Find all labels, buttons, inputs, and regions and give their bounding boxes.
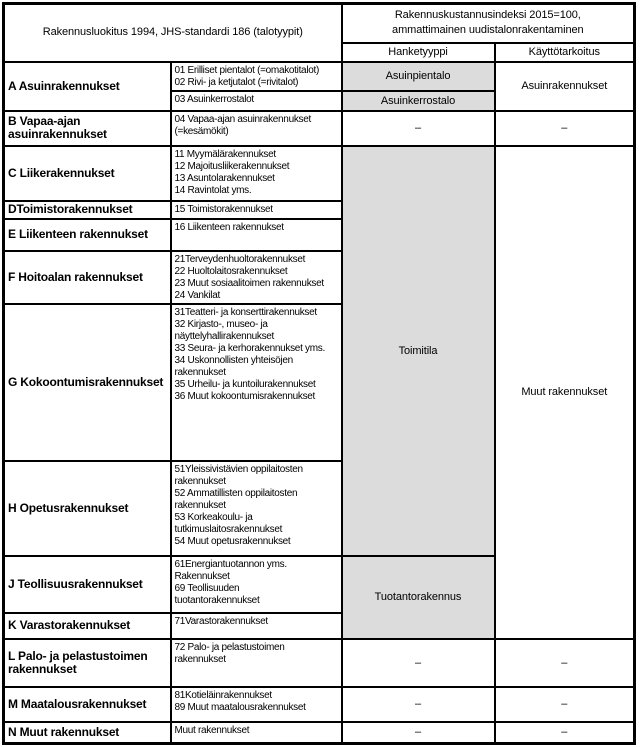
code-line: Rakennukset [174,570,230,582]
category-cell-m [4,687,171,722]
category-cell-e [4,219,171,251]
category-label-e: E Liikenteen rakennukset [8,227,148,241]
hanketyyppi-cell-asuinkerrostalo: Asuinkerrostalo [342,91,495,111]
code-line: 53 Korkeakoulu- ja [174,511,253,523]
code-line: 81Kotieläinrakennukset [174,689,272,701]
column-header-kayttotarkoitus: Käyttötarkoitus [495,43,635,62]
category-cell-k [4,613,171,639]
code-line: 03 Asuinkerrostalot [174,93,254,105]
building-classification-table [2,2,636,745]
code-line: 52 Ammatillisten oppilaitosten [174,487,298,499]
codes-cell-j [171,556,342,613]
codes-cell-c [171,146,342,201]
kayttotarkoitus-cell-m-dash: – [495,687,635,722]
code-line: tuotantorakennukset [174,594,260,606]
category-label-b-line2: asuinrakennukset [8,127,107,141]
category-cell-j [4,556,171,613]
code-line: 12 Majoitusliikerakennukset [174,160,290,172]
code-line: rakennukset [174,366,226,378]
category-label-l: L Palo- ja pelastustoimen [8,648,148,663]
code-line: 15 Toimistorakennukset [174,203,273,215]
code-line: Muut rakennukset [174,724,250,736]
code-line: 71Varastorakennukset [174,615,268,627]
category-cell-f [4,251,171,304]
code-line: 21Terveydenhuoltorakennukset [174,253,306,265]
code-line: 13 Asuntolarakennukset [174,172,275,184]
category-cell-l [4,639,171,687]
codes-cell-h [171,461,342,556]
code-line: rakennukset [174,475,226,487]
code-line: 54 Muut opetusrakennukset [174,535,291,547]
category-cell-b [4,111,171,146]
codes-cell-b [171,111,342,146]
code-line: rakennukset [174,653,226,665]
code-line: rakennukset [174,499,226,511]
code-line: tutkimuslaitosrakennukset [174,523,283,535]
category-label-l-line2: rakennukset [8,661,77,676]
codes-cell-g [171,304,342,461]
category-label-a: A Asuinrakennukset [8,78,120,93]
header-right-title-line1: Rakennuskustannusindeksi 2015=100, [394,9,581,22]
kayttotarkoitus-cell-l-dash: – [495,639,635,687]
codes-cell-a-01-02 [171,62,342,91]
category-cell-g [4,304,171,461]
code-line: 89 Muut maatalousrakennukset [174,701,306,713]
code-line: 32 Kirjasto-, museo- ja [174,318,268,330]
codes-cell-a-03 [171,91,342,111]
category-label-k: K Varastorakennukset [8,618,131,632]
code-line: 04 Vapaa-ajan asuinrakennukset [174,113,311,125]
code-line: 33 Seura- ja kerhorakennukset yms. [174,342,325,354]
category-label-d: DToimistorakennukset [8,202,133,216]
category-label-c: C Liikerakennukset [8,165,115,180]
hanketyyppi-cell-m-dash: – [342,687,495,722]
codes-cell-l [171,639,342,687]
kayttotarkoitus-cell-n-dash: – [495,722,635,744]
category-label-m: M Maatalousrakennukset [8,696,147,711]
category-cell-c [4,146,171,201]
header-right-title-line2: ammattimainen uudistalonrakentaminen [392,24,584,37]
codes-cell-e [171,219,342,251]
codes-cell-m [171,687,342,722]
category-cell-n [4,722,171,744]
hanketyyppi-cell-l-dash: – [342,639,495,687]
codes-cell-f [171,251,342,304]
code-line: 72 Palo- ja pelastustoimen [174,641,285,653]
code-line: 31Teatteri- ja konserttirakennukset [174,306,317,318]
kayttotarkoitus-cell-asuinrakennukset: Asuinrakennukset [495,62,635,111]
category-label-b: B Vapaa-ajan [8,114,81,128]
code-line: 61Energiantuotannon yms. [174,558,287,570]
code-line: 51Yleissivistävien oppilaitosten [174,463,303,475]
code-line: 14 Ravintolat yms. [174,184,252,196]
code-line: 22 Huoltolaitosrakennukset [174,265,288,277]
codes-cell-n [171,722,342,744]
code-line: (=kesämökit) [174,125,229,137]
header-left-title: Rakennusluokitus 1994, JHS-standardi 186 (talotyypit) [4,4,342,62]
category-label-h: H Opetusrakennukset [8,500,129,515]
code-line: 02 Rivi- ja ketjutalot (=rivitalot) [174,76,299,88]
hanketyyppi-cell-toimitila: Toimitila [342,146,495,556]
code-line: 36 Muut kokoontumisrakennukset [174,390,316,402]
hanketyyppi-cell-b-dash: – [342,111,495,146]
code-line: 11 Myymälärakennukset [174,148,276,160]
code-line: 01 Erilliset pientalot (=omakotitalot) [174,64,320,76]
header-right-title [342,4,635,43]
category-label-g: G Kokoontumisrakennukset [8,374,164,389]
code-line: 34 Uskonnollisten yhteisöjen [174,354,293,366]
code-line: 35 Urheilu- ja kuntoilurakennukset [174,378,316,390]
category-cell-h [4,461,171,556]
kayttotarkoitus-cell-muut-rakennukset: Muut rakennukset [495,146,635,639]
category-label-n: N Muut rakennukset [8,724,120,739]
kayttotarkoitus-cell-b-dash: – [495,111,635,146]
column-header-hanketyyppi: Hanketyyppi [342,43,495,62]
hanketyyppi-cell-n-dash: – [342,722,495,744]
code-line: 69 Teollisuuden [174,582,240,594]
category-cell-d [4,201,171,219]
code-line: 24 Vankilat [174,289,220,301]
category-label-j: J Teollisuusrakennukset [8,576,143,591]
codes-cell-k [171,613,342,639]
hanketyyppi-cell-tuotantorakennus: Tuotantorakennus [342,556,495,639]
hanketyyppi-cell-asuinpientalo: Asuinpientalo [342,62,495,91]
code-line: 16 Liikenteen rakennukset [174,221,284,233]
code-line: 23 Muut sosiaalitoimen rakennukset [174,277,324,289]
category-cell-a [4,62,171,111]
codes-cell-d [171,201,342,219]
category-label-f: F Hoitoalan rakennukset [8,269,143,284]
code-line: näyttelyhallirakennukset [174,330,275,342]
